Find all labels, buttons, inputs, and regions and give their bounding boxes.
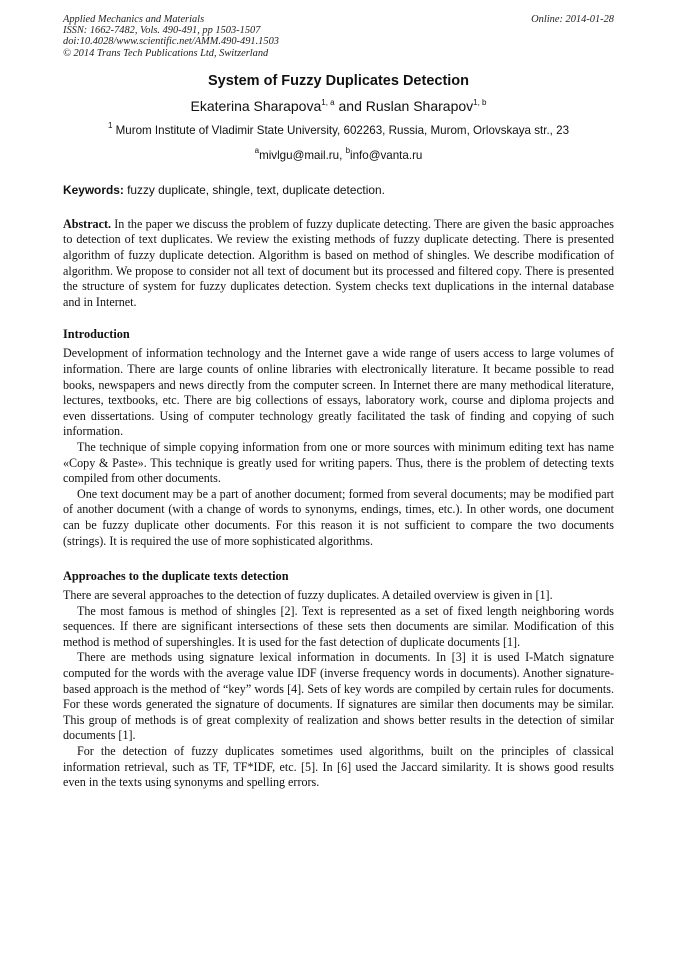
email-a: mivlgu@mail.ru, bbox=[259, 148, 346, 162]
doi-line: doi:10.4028/www.scientific.net/AMM.490-491.1503 bbox=[63, 36, 279, 48]
section-heading-introduction: Introduction bbox=[63, 327, 130, 342]
affiliation bbox=[63, 119, 614, 138]
section-heading-approaches: Approaches to the duplicate texts detection bbox=[63, 569, 289, 584]
abstract-label: Abstract. bbox=[63, 216, 112, 231]
copyright-line: © 2014 Trans Tech Publications Ltd, Switzerland bbox=[63, 47, 269, 59]
author-2-affil: 1, b bbox=[473, 97, 487, 107]
approaches-paragraph-2: The most famous is method of shingles [2]. Text is represented as a set of fixed length neighboring words sequences. If there are significant intersections of these sets then documents are similar. Modification of this method is method of supershingles. It is used for the fast detection of duplicate documents [1]. bbox=[63, 603, 614, 649]
intro-paragraph-3: One text document may be a part of another document; formed from several documents; may be modified part of another document (with a change of words to synonyms, endings, times, etc.). In other words, one document can be fuzzy duplicate other documents. For this reason it is not sufficient to compare the two documents (strings). It is required the use of more sophisticated algorithms. bbox=[63, 486, 614, 548]
author-line bbox=[63, 94, 614, 115]
keywords-text: fuzzy duplicate, shingle, text, duplicate detection. bbox=[123, 182, 385, 197]
journal-name: Applied Mechanics and Materials bbox=[63, 14, 205, 25]
email-mark-b: b bbox=[345, 145, 351, 155]
email-mark-a: a bbox=[254, 145, 260, 155]
issn-line: ISSN: 1662-7482, Vols. 490-491, pp 1503-1507 bbox=[63, 25, 261, 37]
author-2: Ruslan Sharapov bbox=[365, 97, 474, 114]
approaches-paragraph-3: There are methods using signature lexical information in documents. In [3] it is used I-Match signature computed for the words with the average value IDF (inverse frequency words in documents). Another signature-based approach is the method of “key” words [4]. Sets of key words are compiled by certain rules for documents. For these words generated the signature of documents. If signatures are similar then documents may be similar. This group of methods is of great complexity of realization and shows better results in the detection of similar documents [1]. bbox=[63, 650, 614, 743]
author-and: and bbox=[334, 97, 366, 114]
author-emails bbox=[63, 144, 614, 163]
intro-paragraph-2: The technique of simple copying information from one or more sources with minimum editing text has name «Copy & Paste». This technique is greatly used for writing papers. Thus, there is the problem of detecting texts compiled from other documents. bbox=[63, 439, 614, 486]
author-1: Ekaterina Sharapova bbox=[190, 97, 322, 114]
intro-paragraph-1: Development of information technology and the Internet gave a wide range of users access to large volumes of information. There are large counts of online libraries with electronically literature. It became possible to read books, newspapers and news directly from the computer screen. In Internet there are many methodical literature, lectures, textbooks, etc. There are big collections of essays, laboratory work, course and diploma projects and even dissertations. Using of computer technology greatly facilitated the task of finding and copying of such information. bbox=[63, 346, 614, 439]
author-1-affil: 1, a bbox=[321, 97, 335, 107]
keywords-label: Keywords: bbox=[63, 182, 124, 197]
paper-page bbox=[63, 14, 614, 791]
journal-header bbox=[63, 14, 614, 59]
affiliation-mark: 1 bbox=[107, 120, 113, 130]
abstract-text: In the paper we discuss the problem of fuzzy duplicate detecting. There are given the basic approaches to detection of text duplicates. We review the existing methods of fuzzy duplicate detecting. There is presented algorithm of fuzzy duplicate detection. Algorithm is based on method of shingles. We describe modification of algorithm. We propose to consider not all text of document but its processed and filtered copy. There is presented the structure of system for fuzzy duplicates detection. System checks text duplications in the internal database and in Internet. bbox=[63, 216, 614, 309]
online-date: Online: 2014-01-28 bbox=[531, 14, 614, 25]
keywords bbox=[63, 183, 614, 197]
abstract bbox=[63, 217, 614, 311]
approaches-paragraph-4: For the detection of fuzzy duplicates sometimes used algorithms, built on the principles of classical information retrieval, such as TF, TF*IDF, etc. [5]. In [6] used the Jaccard similarity. It is shows good results even in the texts using synonyms and spelling errors. bbox=[63, 744, 614, 790]
affiliation-text: Murom Institute of Vladimir State University, 602263, Russia, Murom, Orlovskaya str., 23 bbox=[112, 123, 570, 137]
email-b: info@vanta.ru bbox=[350, 148, 423, 162]
approaches-paragraph-1: There are several approaches to the detection of fuzzy duplicates. A detailed overview is given in [1]. bbox=[63, 588, 553, 603]
paper-title: System of Fuzzy Duplicates Detection bbox=[207, 72, 470, 89]
